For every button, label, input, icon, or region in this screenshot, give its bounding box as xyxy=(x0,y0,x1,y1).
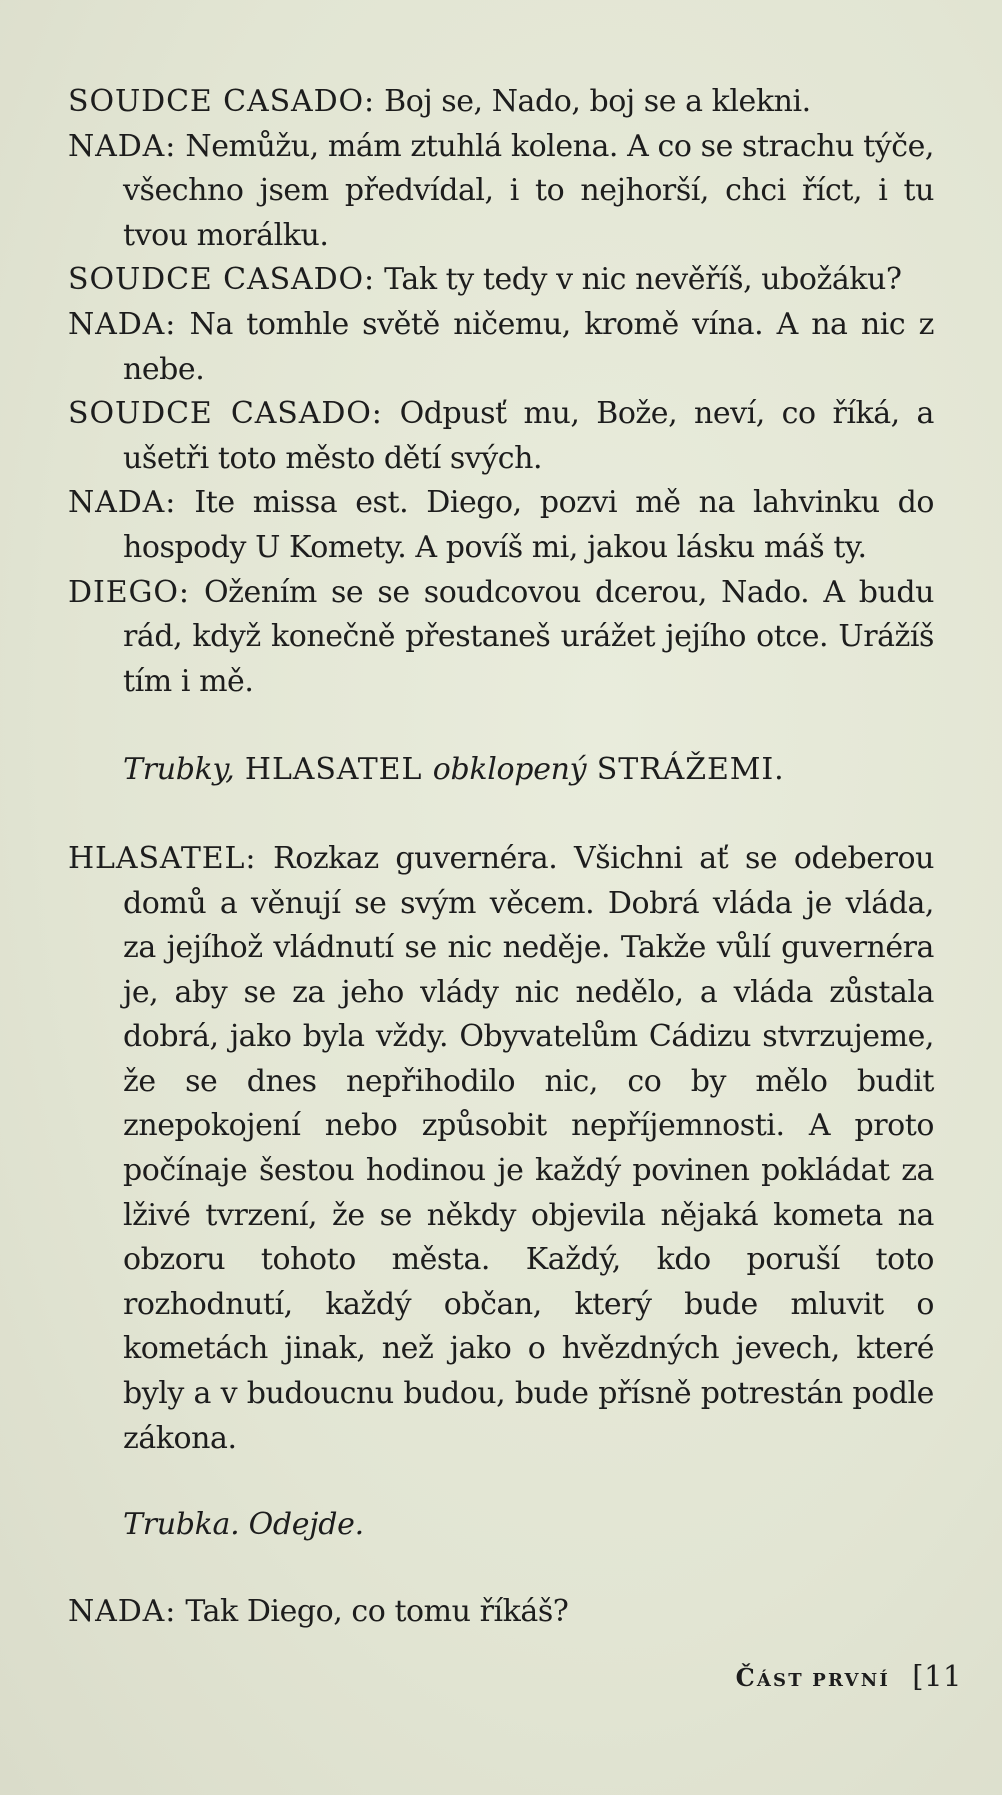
stage-direction-text: Trubka. Odejde. xyxy=(123,1507,364,1543)
dialogue-line xyxy=(68,571,934,705)
dialogue-line xyxy=(68,80,934,125)
spacer xyxy=(68,1548,934,1590)
stage-direction-text: obklopený xyxy=(432,752,587,788)
dialogue-line xyxy=(68,1590,934,1635)
dialogue-text: Ožením se se soudcovou dcerou, Nado. A budu rád, když konečně přestaneš urážet jejího otce. Urážíš tím i mě. xyxy=(123,574,934,699)
speaker-name: NADA: xyxy=(68,128,177,164)
section-title-rest: ÁST PRVNÍ xyxy=(756,1670,890,1691)
speaker-name: SOUDCE CASADO: xyxy=(68,84,376,119)
dialogue-text: Tak Diego, co tomu říkáš? xyxy=(176,1593,569,1629)
dialogue-text: Odpusť mu, Bože, neví, co říká, a ušetři toto město dětí svých. xyxy=(123,396,934,476)
dialogue-text: Tak ty tedy v nic nevěříš, ubožáku? xyxy=(375,262,902,298)
speaker-name: SOUDCE CASADO: xyxy=(68,396,383,432)
dialogue-text: Boj se, Nado, boj se a klekni. xyxy=(375,84,811,119)
stage-direction xyxy=(68,748,934,793)
dialogue-text: Nemůžu, mám ztuhlá kolena. A co se strachu týče, všechno jsem předvídal, i to nejhorší, chci říct, i tu tvou morálku. xyxy=(123,128,934,253)
speaker-name: NADA: xyxy=(68,306,177,342)
speaker-name: NADA: xyxy=(68,1593,177,1629)
page-footer xyxy=(0,1659,1002,1699)
speaker-name: SOUDCE CASADO: xyxy=(68,262,376,298)
spacer xyxy=(68,1461,934,1503)
dialogue-text: Na tomhle světě ničemu, kromě vína. A na nic z nebe. xyxy=(123,306,934,387)
page-number: [11 xyxy=(912,1659,962,1693)
spacer xyxy=(68,793,934,837)
speaker-name: HLASATEL: xyxy=(68,840,257,876)
dialogue-text: Rozkaz guvernéra. Všichni ať se odeberou domů a věnují se svým věcem. Dobrá vláda je vláda, za jejíhož vládnutí se nic neděje. Takže vůlí guvernéra je, aby se za jeho vlády nic nedělo, a vláda zůstala dobrá, jako byla vždy. Obyvatelům Cádizu stvrzujeme, že se dnes nepřihodilo nic, co by mělo budit znepokojení nebo způsobit nepříjemnosti. A proto počínaje šestou hodinou je každý povinen pokládat za lživé tvrzení, že se někdy objevila nějaká kometa na obzoru tohoto města. Každý, kdo poruší toto rozhodnutí, každý občan, který bude mluvit o kometách jinak, než jako o hvězdných jevech, které byly a v budoucnu budou, bude přísně potrestán podle zákona. xyxy=(123,840,934,1456)
speaker-name: NADA: xyxy=(68,485,177,521)
dialogue-line xyxy=(68,125,934,259)
stage-direction-text: HLASATEL xyxy=(234,752,433,788)
section-title xyxy=(736,1663,890,1692)
dialogue-line xyxy=(68,303,934,392)
stage-direction xyxy=(68,1503,934,1548)
dialogue-line xyxy=(68,392,934,481)
dialogue-line xyxy=(68,837,934,1461)
spacer xyxy=(68,704,934,748)
stage-direction-text: STRÁŽEMI. xyxy=(586,752,785,788)
page-text xyxy=(68,80,934,1634)
speaker-name: DIEGO: xyxy=(68,574,190,610)
stage-direction-text: Trubky, xyxy=(123,752,235,788)
dialogue-text: Ite missa est. Diego, pozvi mě na lahvinku do hospody U Komety. A povíš mi, jakou lásku máš ty. xyxy=(123,485,934,565)
dialogue-line xyxy=(68,258,934,303)
dialogue-line xyxy=(68,481,934,570)
section-title-initial: Č xyxy=(735,1663,757,1692)
